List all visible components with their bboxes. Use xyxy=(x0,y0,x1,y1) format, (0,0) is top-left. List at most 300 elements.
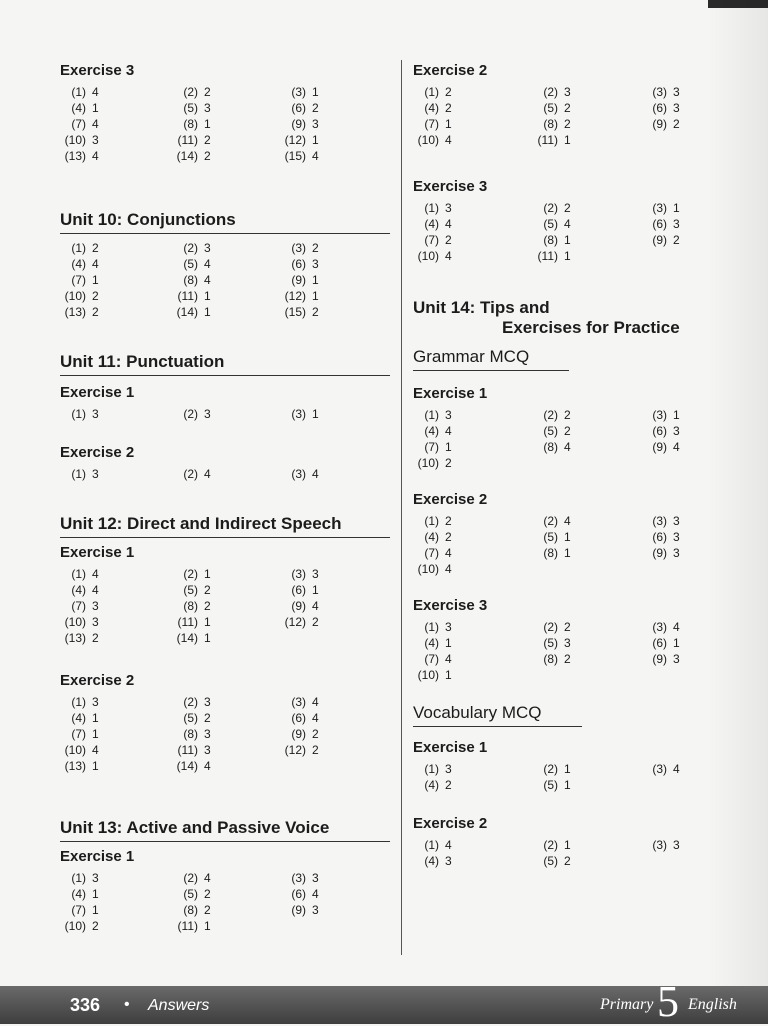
answer-value: 2 xyxy=(92,241,99,255)
unit-9-exercise-3-block xyxy=(60,62,390,210)
question-number: (4) xyxy=(424,530,439,544)
question-number: (1) xyxy=(71,871,86,885)
answer-item xyxy=(532,513,641,529)
answer-item xyxy=(641,423,733,439)
question-number: (1) xyxy=(71,241,86,255)
answer-value: 1 xyxy=(92,101,99,115)
question-number: (4) xyxy=(71,887,86,901)
answer-value: 1 xyxy=(92,727,99,741)
question-number: (6) xyxy=(652,636,667,650)
answer-item xyxy=(280,148,380,164)
question-number: (4) xyxy=(71,101,86,115)
question-number: (5) xyxy=(183,887,198,901)
answer-value: 3 xyxy=(564,636,571,650)
answer-item xyxy=(280,406,380,422)
answer-value: 2 xyxy=(312,101,319,115)
answer-grid xyxy=(413,761,733,793)
answer-value: 4 xyxy=(92,257,99,271)
exercise-title: Exercise 1 xyxy=(60,848,135,865)
question-number: (4) xyxy=(424,636,439,650)
answer-item xyxy=(413,232,532,248)
answer-item xyxy=(413,635,532,651)
answer-item xyxy=(172,240,280,256)
question-number: (7) xyxy=(424,440,439,454)
answer-value: 3 xyxy=(92,871,99,885)
answer-item xyxy=(60,304,172,320)
answer-value: 3 xyxy=(312,117,319,131)
answer-item xyxy=(60,726,172,742)
answer-value: 3 xyxy=(445,854,452,868)
answer-value: 3 xyxy=(204,241,211,255)
answer-item xyxy=(280,272,380,288)
question-number: (4) xyxy=(71,711,86,725)
answer-item xyxy=(532,216,641,232)
answer-value: 2 xyxy=(564,201,571,215)
answer-item xyxy=(413,561,532,577)
question-number: (4) xyxy=(71,257,86,271)
answer-value: 1 xyxy=(92,887,99,901)
answer-value: 2 xyxy=(564,101,571,115)
question-number: (4) xyxy=(424,778,439,792)
answer-value: 3 xyxy=(445,620,452,634)
unit-title: Unit 13: Active and Passive Voice xyxy=(60,818,390,842)
answer-value: 1 xyxy=(564,546,571,560)
answer-value: 4 xyxy=(92,743,99,757)
question-number: (5) xyxy=(543,101,558,115)
question-number: (5) xyxy=(543,636,558,650)
question-number: (11) xyxy=(177,743,198,757)
question-number: (7) xyxy=(424,546,439,560)
question-number: (8) xyxy=(543,233,558,247)
answer-value: 4 xyxy=(673,620,680,634)
question-number: (7) xyxy=(424,233,439,247)
unit-title xyxy=(413,298,733,341)
answer-item xyxy=(413,513,532,529)
question-number: (6) xyxy=(652,217,667,231)
question-number: (6) xyxy=(652,530,667,544)
answer-value: 1 xyxy=(673,201,680,215)
answer-value: 2 xyxy=(564,408,571,422)
answer-item xyxy=(280,100,380,116)
question-number: (3) xyxy=(652,408,667,422)
answer-value: 1 xyxy=(312,273,319,287)
answer-item xyxy=(641,216,733,232)
answer-value: 1 xyxy=(564,762,571,776)
answer-value: 4 xyxy=(312,599,319,613)
answer-value: 3 xyxy=(204,727,211,741)
question-number: (9) xyxy=(291,903,306,917)
answer-value: 3 xyxy=(673,514,680,528)
answer-value: 2 xyxy=(445,101,452,115)
question-number: (2) xyxy=(183,695,198,709)
answer-value: 1 xyxy=(564,778,571,792)
answer-item xyxy=(413,545,532,561)
answer-item xyxy=(60,100,172,116)
question-number: (6) xyxy=(291,583,306,597)
question-number: (3) xyxy=(291,241,306,255)
question-number: (1) xyxy=(424,620,439,634)
answer-value: 1 xyxy=(204,305,211,319)
question-number: (14) xyxy=(176,305,198,319)
answer-item xyxy=(172,582,280,598)
answer-value: 3 xyxy=(673,838,680,852)
question-number: (3) xyxy=(291,467,306,481)
answer-item xyxy=(641,84,733,100)
question-number: (2) xyxy=(543,838,558,852)
question-number: (1) xyxy=(71,467,86,481)
answer-item xyxy=(60,406,172,422)
question-number: (12) xyxy=(284,289,306,303)
answer-item xyxy=(172,148,280,164)
answer-value: 2 xyxy=(204,711,211,725)
unit-title: Unit 11: Punctuation xyxy=(60,352,390,376)
answer-item xyxy=(413,529,532,545)
answer-item xyxy=(280,598,380,614)
exercise-title: Exercise 1 xyxy=(60,384,135,401)
answer-item xyxy=(172,902,280,918)
answer-item xyxy=(641,619,733,635)
answer-grid xyxy=(60,406,390,422)
answer-value: 4 xyxy=(445,217,452,231)
subsection-title: Grammar MCQ xyxy=(413,347,569,371)
answer-value: 4 xyxy=(92,583,99,597)
answer-value: 1 xyxy=(564,249,571,263)
answer-value: 4 xyxy=(312,711,319,725)
exercise-title: Exercise 3 xyxy=(413,597,488,614)
answer-value: 2 xyxy=(204,583,211,597)
footer-bullet: • xyxy=(124,996,130,1013)
answer-item xyxy=(172,288,280,304)
answer-value: 2 xyxy=(92,289,99,303)
question-number: (7) xyxy=(71,727,86,741)
question-number: (4) xyxy=(71,583,86,597)
question-number: (8) xyxy=(543,546,558,560)
answer-item xyxy=(172,116,280,132)
question-number: (5) xyxy=(183,257,198,271)
answer-item xyxy=(532,853,641,869)
answer-grid xyxy=(60,466,390,482)
answer-value: 3 xyxy=(312,903,319,917)
question-number: (4) xyxy=(424,217,439,231)
unit-title: Unit 12: Direct and Indirect Speech xyxy=(60,514,390,538)
answer-value: 4 xyxy=(564,440,571,454)
answer-item xyxy=(280,582,380,598)
answer-value: 3 xyxy=(92,407,99,421)
answer-item xyxy=(172,886,280,902)
answer-item xyxy=(172,742,280,758)
question-number: (8) xyxy=(183,599,198,613)
answer-value: 3 xyxy=(204,743,211,757)
question-number: (8) xyxy=(183,903,198,917)
answer-item xyxy=(280,466,380,482)
unit-10-block xyxy=(60,210,390,352)
question-number: (3) xyxy=(291,85,306,99)
question-number: (7) xyxy=(424,117,439,131)
answer-item xyxy=(280,886,380,902)
answer-value: 2 xyxy=(312,615,319,629)
answer-value: 1 xyxy=(312,85,319,99)
answer-value: 2 xyxy=(312,305,319,319)
answer-value: 3 xyxy=(673,652,680,666)
question-number: (11) xyxy=(537,249,558,263)
answer-item xyxy=(413,619,532,635)
answer-item xyxy=(60,630,172,646)
answer-value: 1 xyxy=(204,615,211,629)
answer-item xyxy=(60,710,172,726)
question-number: (8) xyxy=(543,440,558,454)
answer-value: 1 xyxy=(445,668,452,682)
question-number: (14) xyxy=(176,631,198,645)
question-number: (1) xyxy=(71,407,86,421)
question-number: (10) xyxy=(64,743,86,757)
unit-title-line2: Exercises for Practice xyxy=(502,318,680,337)
question-number: (3) xyxy=(291,871,306,885)
question-number: (7) xyxy=(71,117,86,131)
answer-value: 3 xyxy=(92,615,99,629)
question-number: (2) xyxy=(543,762,558,776)
question-number: (11) xyxy=(177,133,198,147)
question-number: (7) xyxy=(71,273,86,287)
question-number: (10) xyxy=(417,668,439,682)
question-number: (15) xyxy=(284,305,306,319)
answer-item xyxy=(641,651,733,667)
answer-value: 3 xyxy=(564,85,571,99)
answer-value: 4 xyxy=(204,273,211,287)
answer-item xyxy=(60,582,172,598)
answer-value: 1 xyxy=(445,117,452,131)
answer-item xyxy=(413,837,532,853)
answer-grid xyxy=(60,84,390,164)
answer-item xyxy=(641,837,733,853)
answer-grid xyxy=(413,619,733,683)
answer-item xyxy=(280,694,380,710)
answer-value: 2 xyxy=(564,620,571,634)
exercise-title: Exercise 2 xyxy=(60,444,135,461)
answer-value: 3 xyxy=(445,762,452,776)
answer-item xyxy=(60,84,172,100)
answer-value: 2 xyxy=(445,85,452,99)
answer-item xyxy=(60,758,172,774)
answer-value: 2 xyxy=(92,631,99,645)
answer-value: 1 xyxy=(445,636,452,650)
question-number: (8) xyxy=(543,652,558,666)
answer-item xyxy=(172,630,280,646)
question-number: (5) xyxy=(183,583,198,597)
answer-value: 1 xyxy=(564,133,571,147)
answer-value: 2 xyxy=(445,778,452,792)
answer-value: 3 xyxy=(204,695,211,709)
unit-12-block xyxy=(60,514,390,818)
question-number: (8) xyxy=(183,117,198,131)
answer-value: 1 xyxy=(204,567,211,581)
unit-title: Unit 10: Conjunctions xyxy=(60,210,390,234)
answer-value: 4 xyxy=(445,133,452,147)
answer-value: 2 xyxy=(204,599,211,613)
question-number: (3) xyxy=(291,695,306,709)
question-number: (1) xyxy=(424,201,439,215)
answer-item xyxy=(60,566,172,582)
answer-value: 3 xyxy=(312,871,319,885)
question-number: (2) xyxy=(543,408,558,422)
answer-item xyxy=(60,742,172,758)
question-number: (1) xyxy=(71,85,86,99)
question-number: (9) xyxy=(291,599,306,613)
answer-value: 1 xyxy=(312,133,319,147)
question-number: (11) xyxy=(177,289,198,303)
answer-value: 3 xyxy=(92,695,99,709)
question-number: (9) xyxy=(652,546,667,560)
question-number: (1) xyxy=(424,514,439,528)
answer-item xyxy=(641,439,733,455)
question-number: (9) xyxy=(291,273,306,287)
answer-item xyxy=(532,248,641,264)
answer-value: 4 xyxy=(673,762,680,776)
answer-item xyxy=(280,240,380,256)
answer-grid xyxy=(60,240,390,320)
answer-value: 3 xyxy=(204,101,211,115)
question-number: (2) xyxy=(183,241,198,255)
answer-value: 2 xyxy=(673,117,680,131)
question-number: (13) xyxy=(64,759,86,773)
unit-13-exercise-3-block xyxy=(413,178,733,298)
answer-item xyxy=(280,116,380,132)
answer-value: 2 xyxy=(673,233,680,247)
question-number: (5) xyxy=(543,854,558,868)
answer-item xyxy=(172,726,280,742)
answer-item xyxy=(641,545,733,561)
question-number: (2) xyxy=(543,620,558,634)
answer-value: 1 xyxy=(445,440,452,454)
answer-value: 3 xyxy=(92,599,99,613)
answer-item xyxy=(60,918,172,934)
answer-item xyxy=(172,694,280,710)
answer-item xyxy=(280,256,380,272)
column-divider xyxy=(401,60,402,955)
question-number: (3) xyxy=(652,514,667,528)
answer-item xyxy=(60,886,172,902)
answer-value: 3 xyxy=(673,85,680,99)
question-number: (3) xyxy=(652,838,667,852)
question-number: (4) xyxy=(424,424,439,438)
answer-item xyxy=(172,870,280,886)
answer-value: 1 xyxy=(673,408,680,422)
question-number: (15) xyxy=(284,149,306,163)
question-number: (9) xyxy=(652,652,667,666)
answer-item xyxy=(641,635,733,651)
answer-item xyxy=(532,232,641,248)
footer-section-name: Answers xyxy=(148,997,210,1014)
question-number: (11) xyxy=(537,133,558,147)
question-number: (10) xyxy=(417,249,439,263)
answer-item xyxy=(532,635,641,651)
answer-value: 3 xyxy=(445,408,452,422)
answer-value: 3 xyxy=(673,546,680,560)
brand-word-english: English xyxy=(688,996,737,1013)
answer-item xyxy=(280,304,380,320)
question-number: (1) xyxy=(424,85,439,99)
answer-item xyxy=(172,466,280,482)
answer-item xyxy=(172,406,280,422)
question-number: (2) xyxy=(183,871,198,885)
answer-grid xyxy=(413,84,733,148)
answer-value: 2 xyxy=(445,514,452,528)
question-number: (6) xyxy=(291,257,306,271)
answer-item xyxy=(280,614,380,630)
answer-value: 2 xyxy=(204,903,211,917)
answer-value: 2 xyxy=(92,305,99,319)
subsection-title: Vocabulary MCQ xyxy=(413,703,582,727)
exercise-title: Exercise 3 xyxy=(413,178,488,195)
question-number: (2) xyxy=(543,201,558,215)
answer-value: 4 xyxy=(92,85,99,99)
answer-item xyxy=(172,918,280,934)
answer-item xyxy=(532,837,641,853)
answer-grid xyxy=(413,200,733,264)
answer-item xyxy=(532,439,641,455)
answer-value: 4 xyxy=(564,514,571,528)
answer-value: 2 xyxy=(312,241,319,255)
answer-item xyxy=(60,288,172,304)
answer-value: 2 xyxy=(204,887,211,901)
answer-item xyxy=(532,100,641,116)
question-number: (8) xyxy=(183,273,198,287)
question-number: (1) xyxy=(424,838,439,852)
answer-item xyxy=(60,870,172,886)
question-number: (14) xyxy=(176,149,198,163)
answer-value: 4 xyxy=(204,257,211,271)
question-number: (3) xyxy=(652,762,667,776)
answer-grid xyxy=(413,837,733,869)
question-number: (9) xyxy=(652,117,667,131)
unit-title-line1: Unit 14: Tips and xyxy=(413,298,550,317)
answer-value: 3 xyxy=(92,133,99,147)
answer-grid xyxy=(60,694,390,774)
answer-item xyxy=(532,761,641,777)
exercise-title: Exercise 1 xyxy=(60,544,135,561)
answer-item xyxy=(172,614,280,630)
answer-item xyxy=(60,466,172,482)
answer-item xyxy=(60,614,172,630)
answer-item xyxy=(413,651,532,667)
left-column xyxy=(60,62,390,934)
answer-value: 4 xyxy=(92,117,99,131)
answer-item xyxy=(413,667,532,683)
question-number: (10) xyxy=(417,562,439,576)
answer-value: 1 xyxy=(204,631,211,645)
answer-value: 1 xyxy=(312,289,319,303)
answer-item xyxy=(60,598,172,614)
answer-item xyxy=(280,902,380,918)
question-number: (5) xyxy=(183,711,198,725)
answer-item xyxy=(532,200,641,216)
answer-value: 2 xyxy=(445,456,452,470)
answer-item xyxy=(641,513,733,529)
answer-value: 1 xyxy=(564,530,571,544)
answer-item xyxy=(413,455,532,471)
answer-item xyxy=(413,116,532,132)
question-number: (9) xyxy=(291,727,306,741)
question-number: (5) xyxy=(183,101,198,115)
answer-value: 4 xyxy=(204,759,211,773)
answer-item xyxy=(532,777,641,793)
answer-value: 3 xyxy=(673,530,680,544)
answer-item xyxy=(413,84,532,100)
answer-value: 3 xyxy=(204,407,211,421)
answer-value: 3 xyxy=(92,467,99,481)
answer-item xyxy=(532,651,641,667)
question-number: (10) xyxy=(417,133,439,147)
exercise-title: Exercise 2 xyxy=(60,672,135,689)
